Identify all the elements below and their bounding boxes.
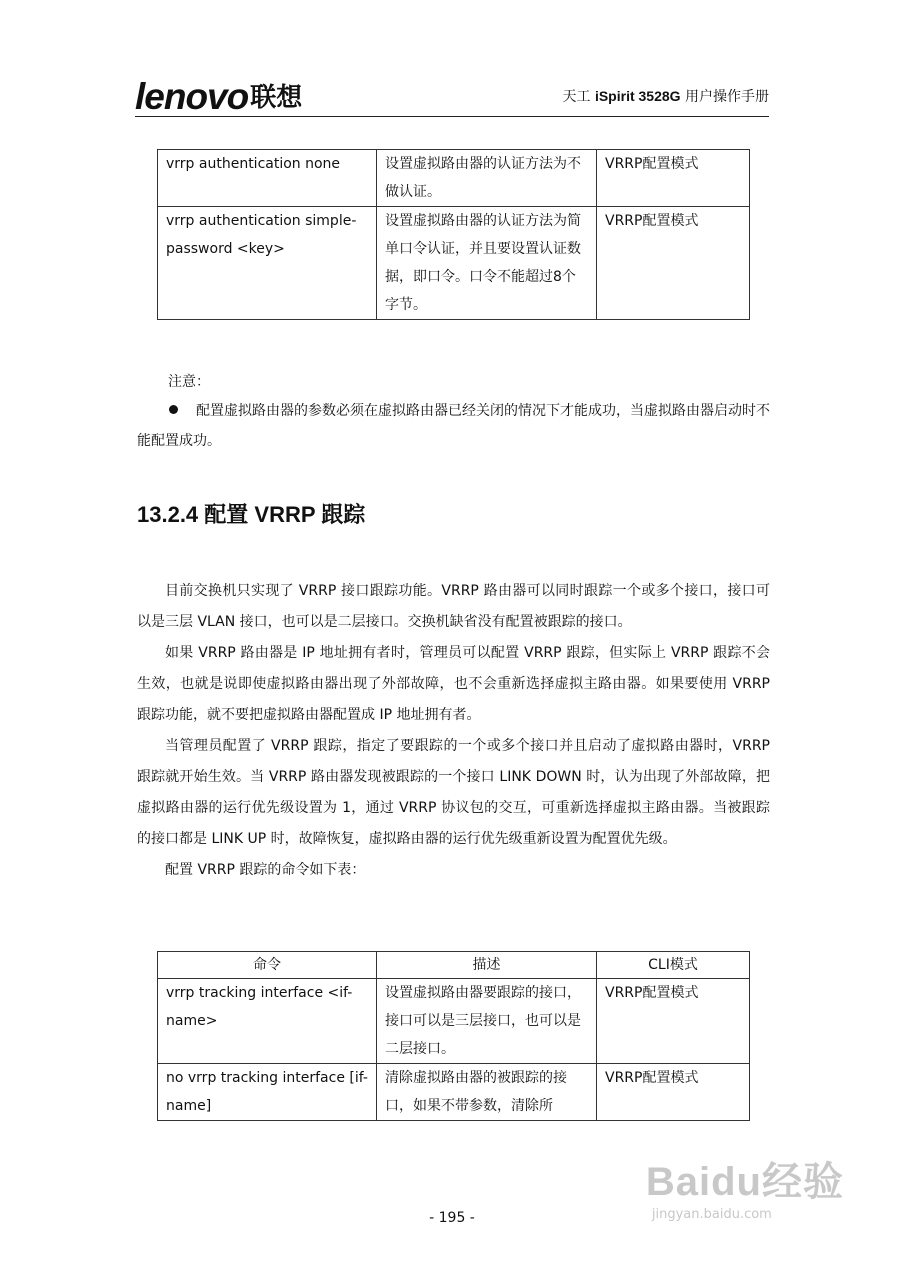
- section-heading: 13.2.4 配置 VRRP 跟踪: [137, 502, 366, 527]
- paragraph: 目前交换机只实现了 VRRP 接口跟踪功能。VRRP 路由器可以同时跟踪一个或多个接口，接口可以是三层 VLAN 接口，也可以是二层接口。交换机缺省没有配置被跟踪的接口。: [137, 583, 770, 630]
- lenovo-logo: [135, 76, 302, 118]
- mode-cell: VRRP配置模式: [597, 207, 750, 320]
- title-prefix: 天工: [562, 89, 595, 105]
- table-header-row: [158, 952, 750, 979]
- manual-title: [563, 86, 770, 106]
- command-cell: no vrrp tracking interface [if-name]: [158, 1064, 377, 1121]
- logo-cn: 联想: [250, 82, 303, 112]
- tracking-command-table: [157, 951, 750, 1121]
- header-cli-mode: CLI模式: [597, 952, 750, 979]
- bullet-dot-icon: [169, 405, 178, 414]
- paragraph: 当管理员配置了 VRRP 跟踪，指定了要跟踪的一个或多个接口并且启动了虚拟路由器时，VRRP 跟踪就开始生效。当 VRRP 路由器发现被跟踪的一个接口 LINK DOWN 时，认为出现了外部故障，把虚拟路由器的运行优先级设置为 1，通过 VRRP 协议包的交互，可重新选择虚拟主路由器。当被跟踪的接口都是 LINK UP 时，故障恢复，虚拟路由器的运行优先级重新设置为配置优先级。: [137, 738, 770, 847]
- mode-cell: VRRP配置模式: [597, 979, 750, 1064]
- table-row: [158, 1064, 750, 1121]
- description-cell: 设置虚拟路由器的认证方法为不做认证。: [377, 150, 597, 207]
- note-bullet-text: 配置虚拟路由器的参数必须在虚拟路由器已经关闭的情况下才能成功，当虚拟路由器启动时不能配置成功。: [137, 403, 770, 449]
- command-cell: vrrp authentication simple-password <key>: [158, 207, 377, 320]
- description-cell: 设置虚拟路由器的认证方法为简单口令认证，并且要设置认证数据，即口令。口令不能超过8个字节。: [377, 207, 597, 320]
- table-row: [158, 207, 750, 320]
- logo-latin: lenovo: [135, 76, 249, 117]
- header-divider: [135, 116, 769, 117]
- paragraph: 配置 VRRP 跟踪的命令如下表：: [165, 862, 366, 878]
- description-cell: 清除虚拟路由器的被跟踪的接口，如果不带参数，清除所: [377, 1064, 597, 1121]
- mode-cell: VRRP配置模式: [597, 150, 750, 207]
- watermark-url: jingyan.baidu.com: [651, 1207, 772, 1222]
- title-model: iSpirit 3528G: [594, 88, 681, 104]
- body-text: [137, 576, 770, 886]
- auth-command-table: [157, 149, 750, 320]
- description-cell: 设置虚拟路由器要跟踪的接口，接口可以是三层接口，也可以是二层接口。: [377, 979, 597, 1064]
- header-command: 命令: [158, 952, 377, 979]
- paragraph: 如果 VRRP 路由器是 IP 地址拥有者时，管理员可以配置 VRRP 跟踪，但实际上 VRRP 跟踪不会生效，也就是说即使虚拟路由器出现了外部故障，也不会重新选择虚拟主路由器。如果要使用 VRRP 跟踪功能，就不要把虚拟路由器配置成 IP 地址拥有者。: [137, 645, 770, 723]
- mode-cell: VRRP配置模式: [597, 1064, 750, 1121]
- note-bullet: [137, 396, 770, 456]
- table-row: [158, 150, 750, 207]
- header-description: 描述: [377, 952, 597, 979]
- page-number: - 195 -: [429, 1210, 475, 1226]
- watermark-brand: Baidu经验: [645, 1160, 844, 1204]
- table-row: [158, 979, 750, 1064]
- note-label: 注意：: [168, 374, 210, 390]
- command-cell: vrrp authentication none: [158, 150, 377, 207]
- baidu-watermark: [646, 1150, 844, 1222]
- title-suffix: 用户操作手册: [680, 89, 769, 105]
- command-cell: vrrp tracking interface <if-name>: [158, 979, 377, 1064]
- page-header: [135, 68, 769, 118]
